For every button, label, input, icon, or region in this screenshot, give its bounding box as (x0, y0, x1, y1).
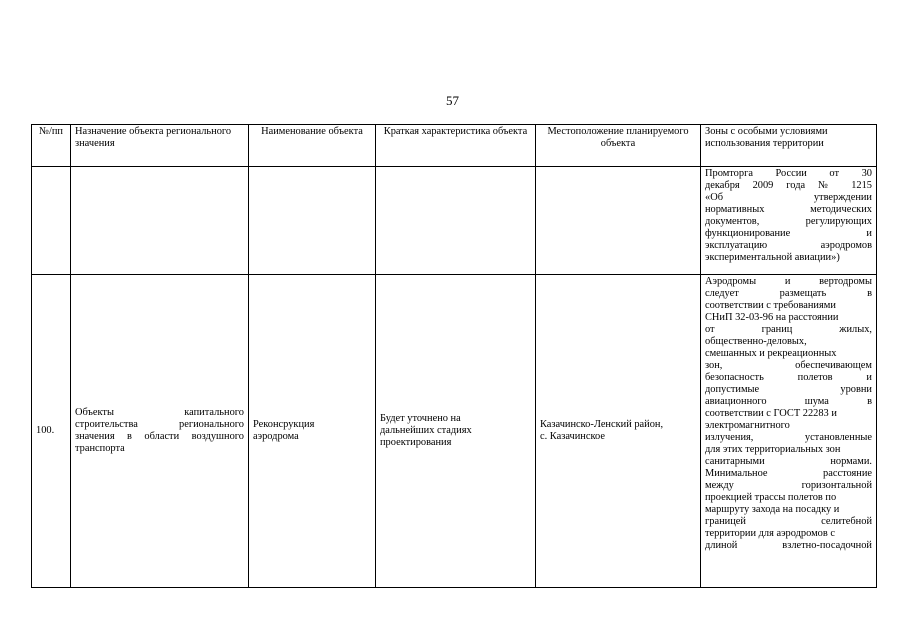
name-line: Реконсрукция (253, 419, 315, 430)
cell-characteristics (376, 275, 536, 588)
header-zones: Зоны с особыми условиями использования территории (701, 125, 877, 167)
zones-line: общественно-деловых, (705, 336, 807, 347)
header-location: Местоположение планируемого объекта (536, 125, 701, 167)
zones-line: нормативных методических (705, 204, 872, 215)
page-number: 57 (446, 93, 459, 108)
zones-line: декабря 2009 года № 1215 (705, 180, 872, 191)
purpose-line: строительства регионального (75, 419, 244, 430)
zones-line: безопасность полетов и (705, 372, 872, 383)
zones-line: соответствии с требованиями (705, 300, 836, 311)
zones-line: Аэродромы и вертодромы (705, 276, 872, 287)
cell-empty (536, 167, 701, 275)
cell-zones-continuation (701, 167, 877, 275)
zones-line: территории для аэродромов с (705, 528, 835, 539)
zones-line: «Об утверждении (705, 192, 872, 203)
characteristics-line: дальнейших стадиях (380, 425, 472, 436)
zones-line: документов, регулирующих (705, 216, 872, 227)
name-line: аэродрома (253, 431, 299, 442)
zones-line: границей селитебной (705, 516, 872, 527)
header-name: Наименование объекта (249, 125, 376, 167)
zones-line: авиационного шума в (705, 396, 872, 407)
zones-line: допустимые уровни (705, 384, 872, 395)
zones-line: смешанных и рекреационных (705, 348, 837, 359)
zones-line: санитарными нормами. (705, 456, 872, 467)
cell-empty (71, 167, 249, 275)
table-row-100 (32, 275, 877, 588)
zones-line: электромагнитного (705, 420, 790, 431)
characteristics-line: Будет уточнено на (380, 413, 461, 424)
zones-line: излучения, установленные (705, 432, 872, 443)
zones-line: проекцией трассы полетов по (705, 492, 837, 503)
purpose-line: значения в области воздушного (75, 431, 244, 442)
zones-line: соответствии с ГОСТ 22283 и (705, 408, 837, 419)
cell-name (249, 275, 376, 588)
zones-line: эксплуатацию аэродромов (705, 240, 872, 251)
objects-table (31, 124, 877, 588)
cell-zones (701, 275, 877, 588)
cell-num: 100. (32, 275, 71, 588)
cell-purpose (71, 275, 249, 588)
header-purpose: Назначение объекта регионального значения (71, 125, 249, 167)
zones-line: для этих территориальных зон (705, 444, 841, 455)
zones-line: Промторга России от 30 (705, 168, 872, 179)
zones-line: СНиП 32-03-96 на расстоянии (705, 312, 839, 323)
cell-empty (376, 167, 536, 275)
zones-line: длиной взлетно-посадочной (705, 540, 872, 551)
header-num: №/пп (32, 125, 71, 167)
characteristics-line: проектирования (380, 437, 452, 448)
cell-empty (249, 167, 376, 275)
zones-line: между горизонтальной (705, 480, 872, 491)
location-line: с. Казачинское (540, 431, 605, 442)
zones-line: следует размещать в (705, 288, 872, 299)
zones-line: экспериментальной авиации») (705, 252, 840, 263)
header-row (32, 125, 877, 167)
table-row-continuation (32, 167, 877, 275)
zones-line: от границ жилых, (705, 324, 872, 335)
zones-line: зон, обеспечивающем (705, 360, 872, 371)
purpose-line: транспорта (75, 443, 125, 454)
zones-line: функционирование и (705, 228, 872, 239)
zones-line: Минимальное расстояние (705, 468, 872, 479)
location-line: Казачинско-Ленский район, (540, 419, 664, 430)
cell-empty (32, 167, 71, 275)
zones-line: маршруту захода на посадку и (705, 504, 840, 515)
header-characteristics: Краткая характеристика объекта (376, 125, 536, 167)
cell-location (536, 275, 701, 588)
purpose-line: Объекты капитального (75, 407, 244, 418)
